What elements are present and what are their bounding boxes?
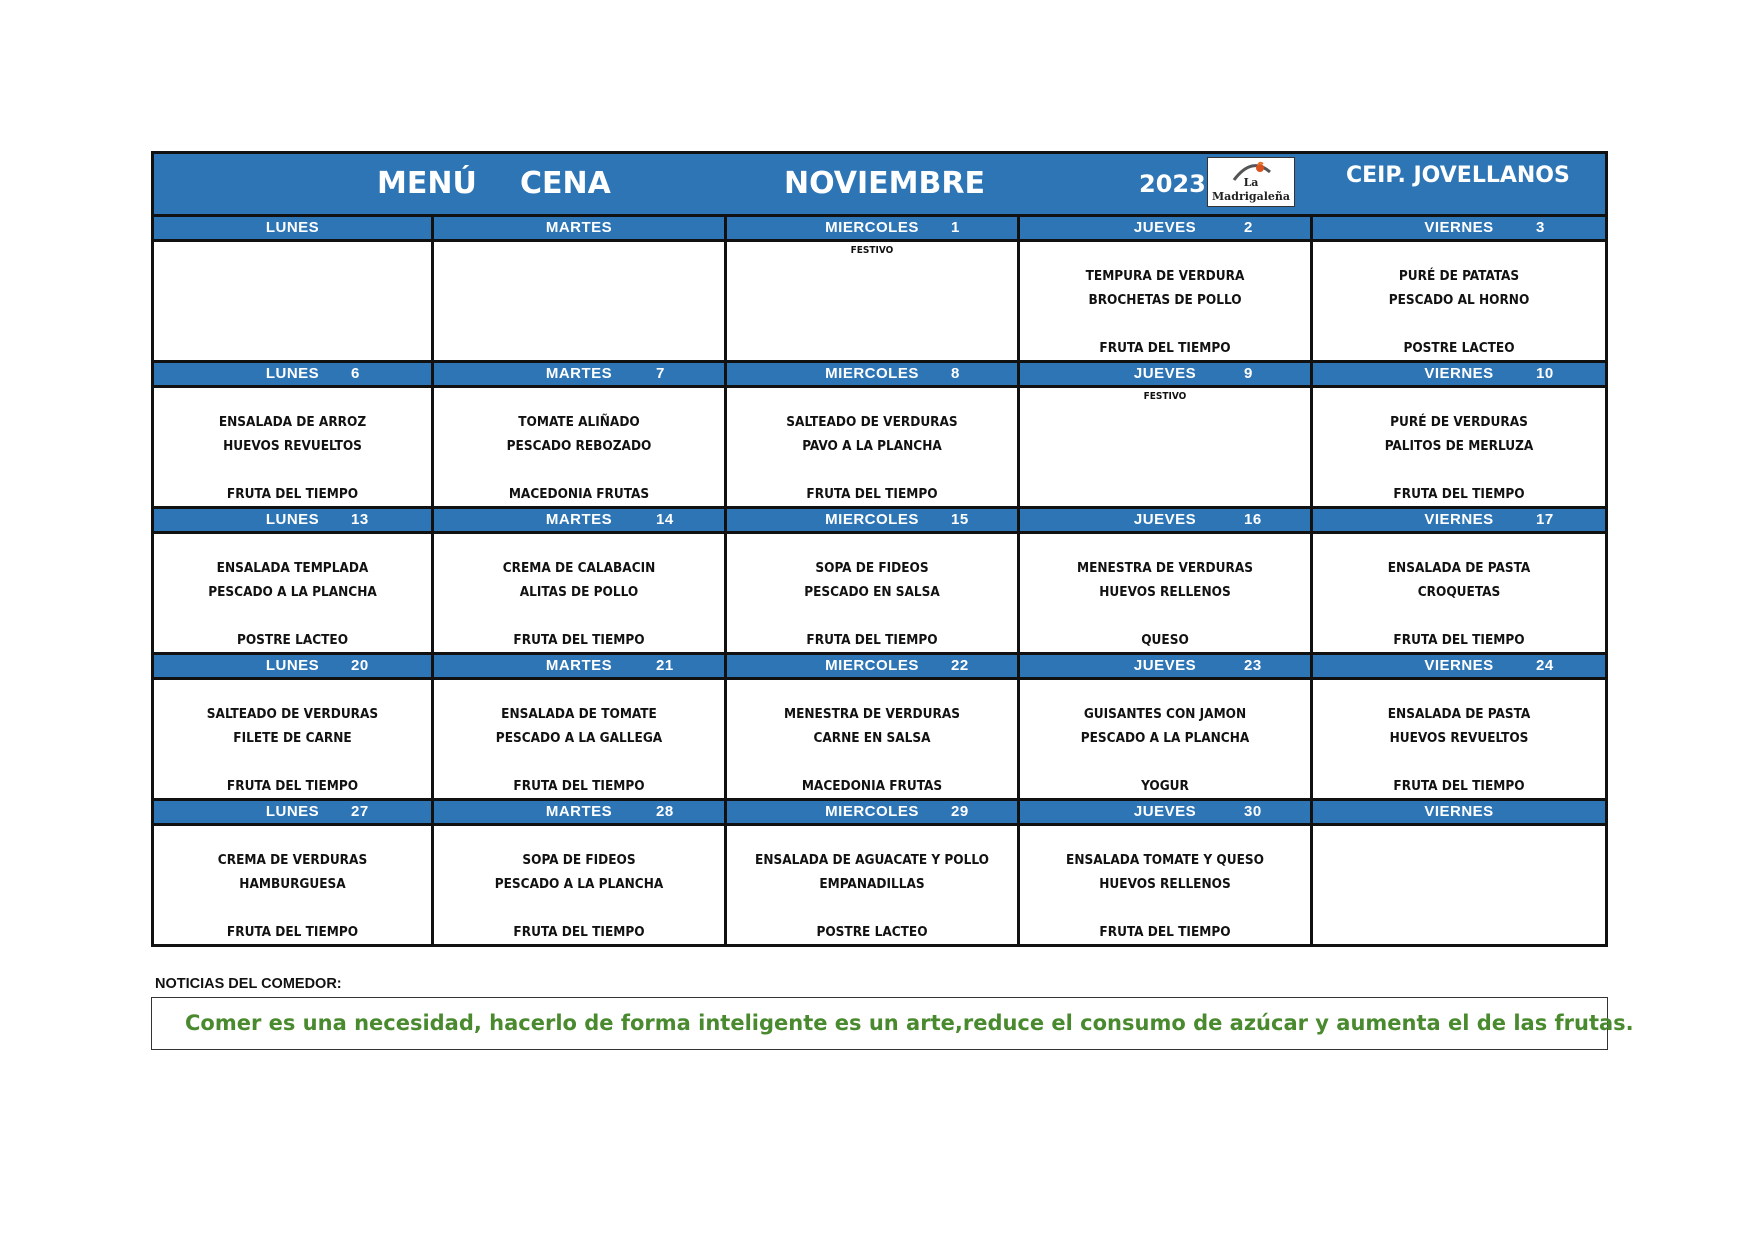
day-header <box>1313 217 1605 242</box>
first-course: ENSALADA TOMATE Y QUESO <box>1066 852 1264 868</box>
day-menu-cell <box>1020 242 1313 363</box>
day-header <box>154 509 434 534</box>
day-number: 20 <box>351 657 369 674</box>
day-menu-cell <box>727 388 1020 509</box>
day-number: 13 <box>351 511 369 528</box>
month-title: NOVIEMBRE <box>784 166 985 201</box>
day-header <box>727 363 1020 388</box>
day-number: 15 <box>951 511 969 528</box>
week-row <box>154 655 1605 801</box>
second-course: HUEVOS REVUELTOS <box>223 438 362 454</box>
day-header <box>1313 509 1605 534</box>
week-row <box>154 801 1605 944</box>
first-course: SALTEADO DE VERDURAS <box>786 414 958 430</box>
day-name: JUEVES <box>1133 803 1197 820</box>
day-menu-cell <box>154 680 434 801</box>
dessert: FRUTA DEL TIEMPO <box>1099 340 1231 356</box>
dessert: FRUTA DEL TIEMPO <box>1393 778 1525 794</box>
day-menu-cell <box>1313 680 1605 801</box>
dessert: POSTRE LACTEO <box>236 632 349 648</box>
second-course: PESCADO A LA GALLEGA <box>495 730 663 746</box>
day-header <box>1020 655 1313 680</box>
dessert: POSTRE LACTEO <box>1403 340 1515 356</box>
dessert: FRUTA DEL TIEMPO <box>226 924 359 940</box>
first-course: ENSALADA TEMPLADA <box>216 560 369 576</box>
second-course: HUEVOS REVUELTOS <box>1389 730 1529 746</box>
day-name: LUNES <box>265 803 320 820</box>
day-menu-cell <box>434 242 727 363</box>
dessert: FRUTA DEL TIEMPO <box>1099 924 1231 940</box>
first-course: PURÉ DE PATATAS <box>1398 268 1520 284</box>
second-course: CROQUETAS <box>1417 584 1501 600</box>
day-name: MARTES <box>545 511 613 528</box>
second-course: PESCADO REBOZADO <box>506 438 652 454</box>
day-header <box>1313 801 1605 826</box>
day-number: 10 <box>1536 365 1554 382</box>
day-header <box>727 801 1020 826</box>
day-menu-cell <box>1020 680 1313 801</box>
first-course: CREMA DE CALABACIN <box>502 560 656 576</box>
day-name: JUEVES <box>1133 511 1197 528</box>
day-header <box>727 509 1020 534</box>
week-row <box>154 509 1605 655</box>
day-header <box>1313 363 1605 388</box>
second-course: PESCADO A LA PLANCHA <box>208 584 377 600</box>
day-name: LUNES <box>265 365 320 382</box>
day-name: JUEVES <box>1133 219 1197 236</box>
day-number: 28 <box>656 803 674 820</box>
first-course: MENESTRA DE VERDURAS <box>1077 560 1253 576</box>
dessert: YOGUR <box>1141 778 1189 794</box>
day-menu-cell <box>154 826 434 944</box>
second-course: HUEVOS RELLENOS <box>1099 876 1231 892</box>
menu-title: MENÚ <box>377 166 477 201</box>
first-course: ENSALADA DE TOMATE <box>501 706 657 722</box>
day-name: MIERCOLES <box>825 803 919 820</box>
day-name: VIERNES <box>1424 657 1494 674</box>
first-course: GUISANTES CON JAMON <box>1083 706 1247 722</box>
first-course: SOPA DE FIDEOS <box>522 852 636 868</box>
day-name: MARTES <box>545 803 613 820</box>
day-number: 2 <box>1244 219 1253 236</box>
la-madrigalena-logo <box>1207 157 1295 207</box>
menu-table <box>151 151 1608 947</box>
day-number: 9 <box>1244 365 1253 382</box>
day-header <box>1020 509 1313 534</box>
dessert: FRUTA DEL TIEMPO <box>226 486 359 502</box>
day-number: 22 <box>951 657 969 674</box>
dessert: MACEDONIA FRUTAS <box>801 778 943 794</box>
day-menu-cell <box>1313 388 1605 509</box>
day-header <box>1020 801 1313 826</box>
logo-text: La Madrigaleña <box>1211 176 1291 203</box>
first-course: TOMATE ALIÑADO <box>518 414 640 430</box>
day-note: FESTIVO <box>1143 391 1187 402</box>
second-course: PESCADO AL HORNO <box>1388 292 1530 308</box>
day-header <box>154 801 434 826</box>
second-course: FILETE DE CARNE <box>233 730 352 746</box>
day-name: MARTES <box>545 365 613 382</box>
dessert: FRUTA DEL TIEMPO <box>513 632 645 648</box>
day-number: 3 <box>1536 219 1545 236</box>
day-menu-cell <box>727 826 1020 944</box>
day-name: MIERCOLES <box>825 219 919 236</box>
second-course: PESCADO A LA PLANCHA <box>1080 730 1250 746</box>
title-bar <box>154 154 1605 217</box>
day-header <box>434 655 727 680</box>
day-menu-cell <box>1020 826 1313 944</box>
first-course: ENSALADA DE PASTA <box>1387 706 1531 722</box>
news-box: Comer es una necesidad, hacerlo de forma inteligente es un arte,reduce el consumo de azúcar y aumenta el de las frutas. <box>151 997 1608 1050</box>
day-header <box>434 217 727 242</box>
second-course: HAMBURGUESA <box>239 876 346 892</box>
first-course: ENSALADA DE ARROZ <box>218 414 367 430</box>
day-menu-cell <box>1020 534 1313 655</box>
first-course: CREMA DE VERDURAS <box>217 852 368 868</box>
first-course: MENESTRA DE VERDURAS <box>784 706 960 722</box>
day-menu-cell <box>727 534 1020 655</box>
dessert: FRUTA DEL TIEMPO <box>1393 632 1525 648</box>
second-course: EMPANADILLAS <box>819 876 925 892</box>
day-number: 7 <box>656 365 665 382</box>
day-number: 23 <box>1244 657 1262 674</box>
weeks-grid <box>154 217 1605 944</box>
second-course: PESCADO A LA PLANCHA <box>494 876 664 892</box>
day-number: 8 <box>951 365 960 382</box>
day-name: JUEVES <box>1133 657 1197 674</box>
dessert: FRUTA DEL TIEMPO <box>513 924 645 940</box>
day-menu-cell <box>1313 826 1605 944</box>
day-menu-cell <box>727 242 1020 363</box>
day-name: MARTES <box>545 219 613 236</box>
day-header <box>154 655 434 680</box>
day-number: 1 <box>951 219 960 236</box>
meal-title: CENA <box>520 166 611 201</box>
dessert: FRUTA DEL TIEMPO <box>1393 486 1525 502</box>
day-number: 24 <box>1536 657 1554 674</box>
day-number: 30 <box>1244 803 1262 820</box>
day-header <box>154 217 434 242</box>
day-name: VIERNES <box>1424 219 1494 236</box>
day-number: 27 <box>351 803 369 820</box>
first-course: PURÉ DE VERDURAS <box>1390 414 1528 430</box>
first-course: TEMPURA DE VERDURA <box>1085 268 1245 284</box>
day-name: JUEVES <box>1133 365 1197 382</box>
day-number: 21 <box>656 657 674 674</box>
day-name: VIERNES <box>1424 365 1494 382</box>
day-header <box>154 363 434 388</box>
first-course: SALTEADO DE VERDURAS <box>206 706 379 722</box>
dessert: POSTRE LACTEO <box>816 924 928 940</box>
day-note: FESTIVO <box>850 245 894 256</box>
day-number: 6 <box>351 365 360 382</box>
day-header <box>1313 655 1605 680</box>
dessert: FRUTA DEL TIEMPO <box>513 778 645 794</box>
dessert: FRUTA DEL TIEMPO <box>806 632 938 648</box>
day-header <box>1020 363 1313 388</box>
day-name: MIERCOLES <box>825 511 919 528</box>
day-name: VIERNES <box>1424 803 1494 820</box>
day-number: 14 <box>656 511 674 528</box>
day-header <box>434 509 727 534</box>
second-course: BROCHETAS DE POLLO <box>1088 292 1242 308</box>
day-name: LUNES <box>265 219 320 236</box>
dessert: FRUTA DEL TIEMPO <box>806 486 938 502</box>
day-name: VIERNES <box>1424 511 1494 528</box>
school-name: CEIP. JOVELLANOS <box>1346 163 1570 188</box>
news-label: NOTICIAS DEL COMEDOR: <box>155 976 342 992</box>
day-menu-cell <box>434 680 727 801</box>
day-number: 17 <box>1536 511 1554 528</box>
day-header <box>1020 217 1313 242</box>
week-row <box>154 217 1605 363</box>
week-row <box>154 363 1605 509</box>
day-number: 16 <box>1244 511 1262 528</box>
first-course: ENSALADA DE PASTA <box>1387 560 1531 576</box>
day-name: LUNES <box>265 657 320 674</box>
day-number: 29 <box>951 803 969 820</box>
year-title: 2023 <box>1139 170 1206 198</box>
day-menu-cell <box>727 680 1020 801</box>
day-name: MIERCOLES <box>825 657 919 674</box>
day-menu-cell <box>434 388 727 509</box>
second-course: CARNE EN SALSA <box>813 730 931 746</box>
day-menu-cell <box>154 242 434 363</box>
second-course: PALITOS DE MERLUZA <box>1384 438 1534 454</box>
day-menu-cell <box>154 534 434 655</box>
day-menu-cell <box>154 388 434 509</box>
day-name: MARTES <box>545 657 613 674</box>
day-name: MIERCOLES <box>825 365 919 382</box>
day-header <box>434 363 727 388</box>
day-menu-cell <box>1020 388 1313 509</box>
second-course: ALITAS DE POLLO <box>519 584 639 600</box>
second-course: HUEVOS RELLENOS <box>1099 584 1231 600</box>
first-course: SOPA DE FIDEOS <box>815 560 929 576</box>
dessert: FRUTA DEL TIEMPO <box>226 778 359 794</box>
day-menu-cell <box>1313 534 1605 655</box>
first-course: ENSALADA DE AGUACATE Y POLLO <box>755 852 989 868</box>
dessert: MACEDONIA FRUTAS <box>508 486 650 502</box>
dessert: QUESO <box>1141 632 1189 648</box>
day-menu-cell <box>434 534 727 655</box>
day-name: LUNES <box>265 511 320 528</box>
day-header <box>727 217 1020 242</box>
day-menu-cell <box>1313 242 1605 363</box>
second-course: PAVO A LA PLANCHA <box>802 438 942 454</box>
day-menu-cell <box>434 826 727 944</box>
second-course: PESCADO EN SALSA <box>804 584 940 600</box>
day-header <box>434 801 727 826</box>
day-header <box>727 655 1020 680</box>
